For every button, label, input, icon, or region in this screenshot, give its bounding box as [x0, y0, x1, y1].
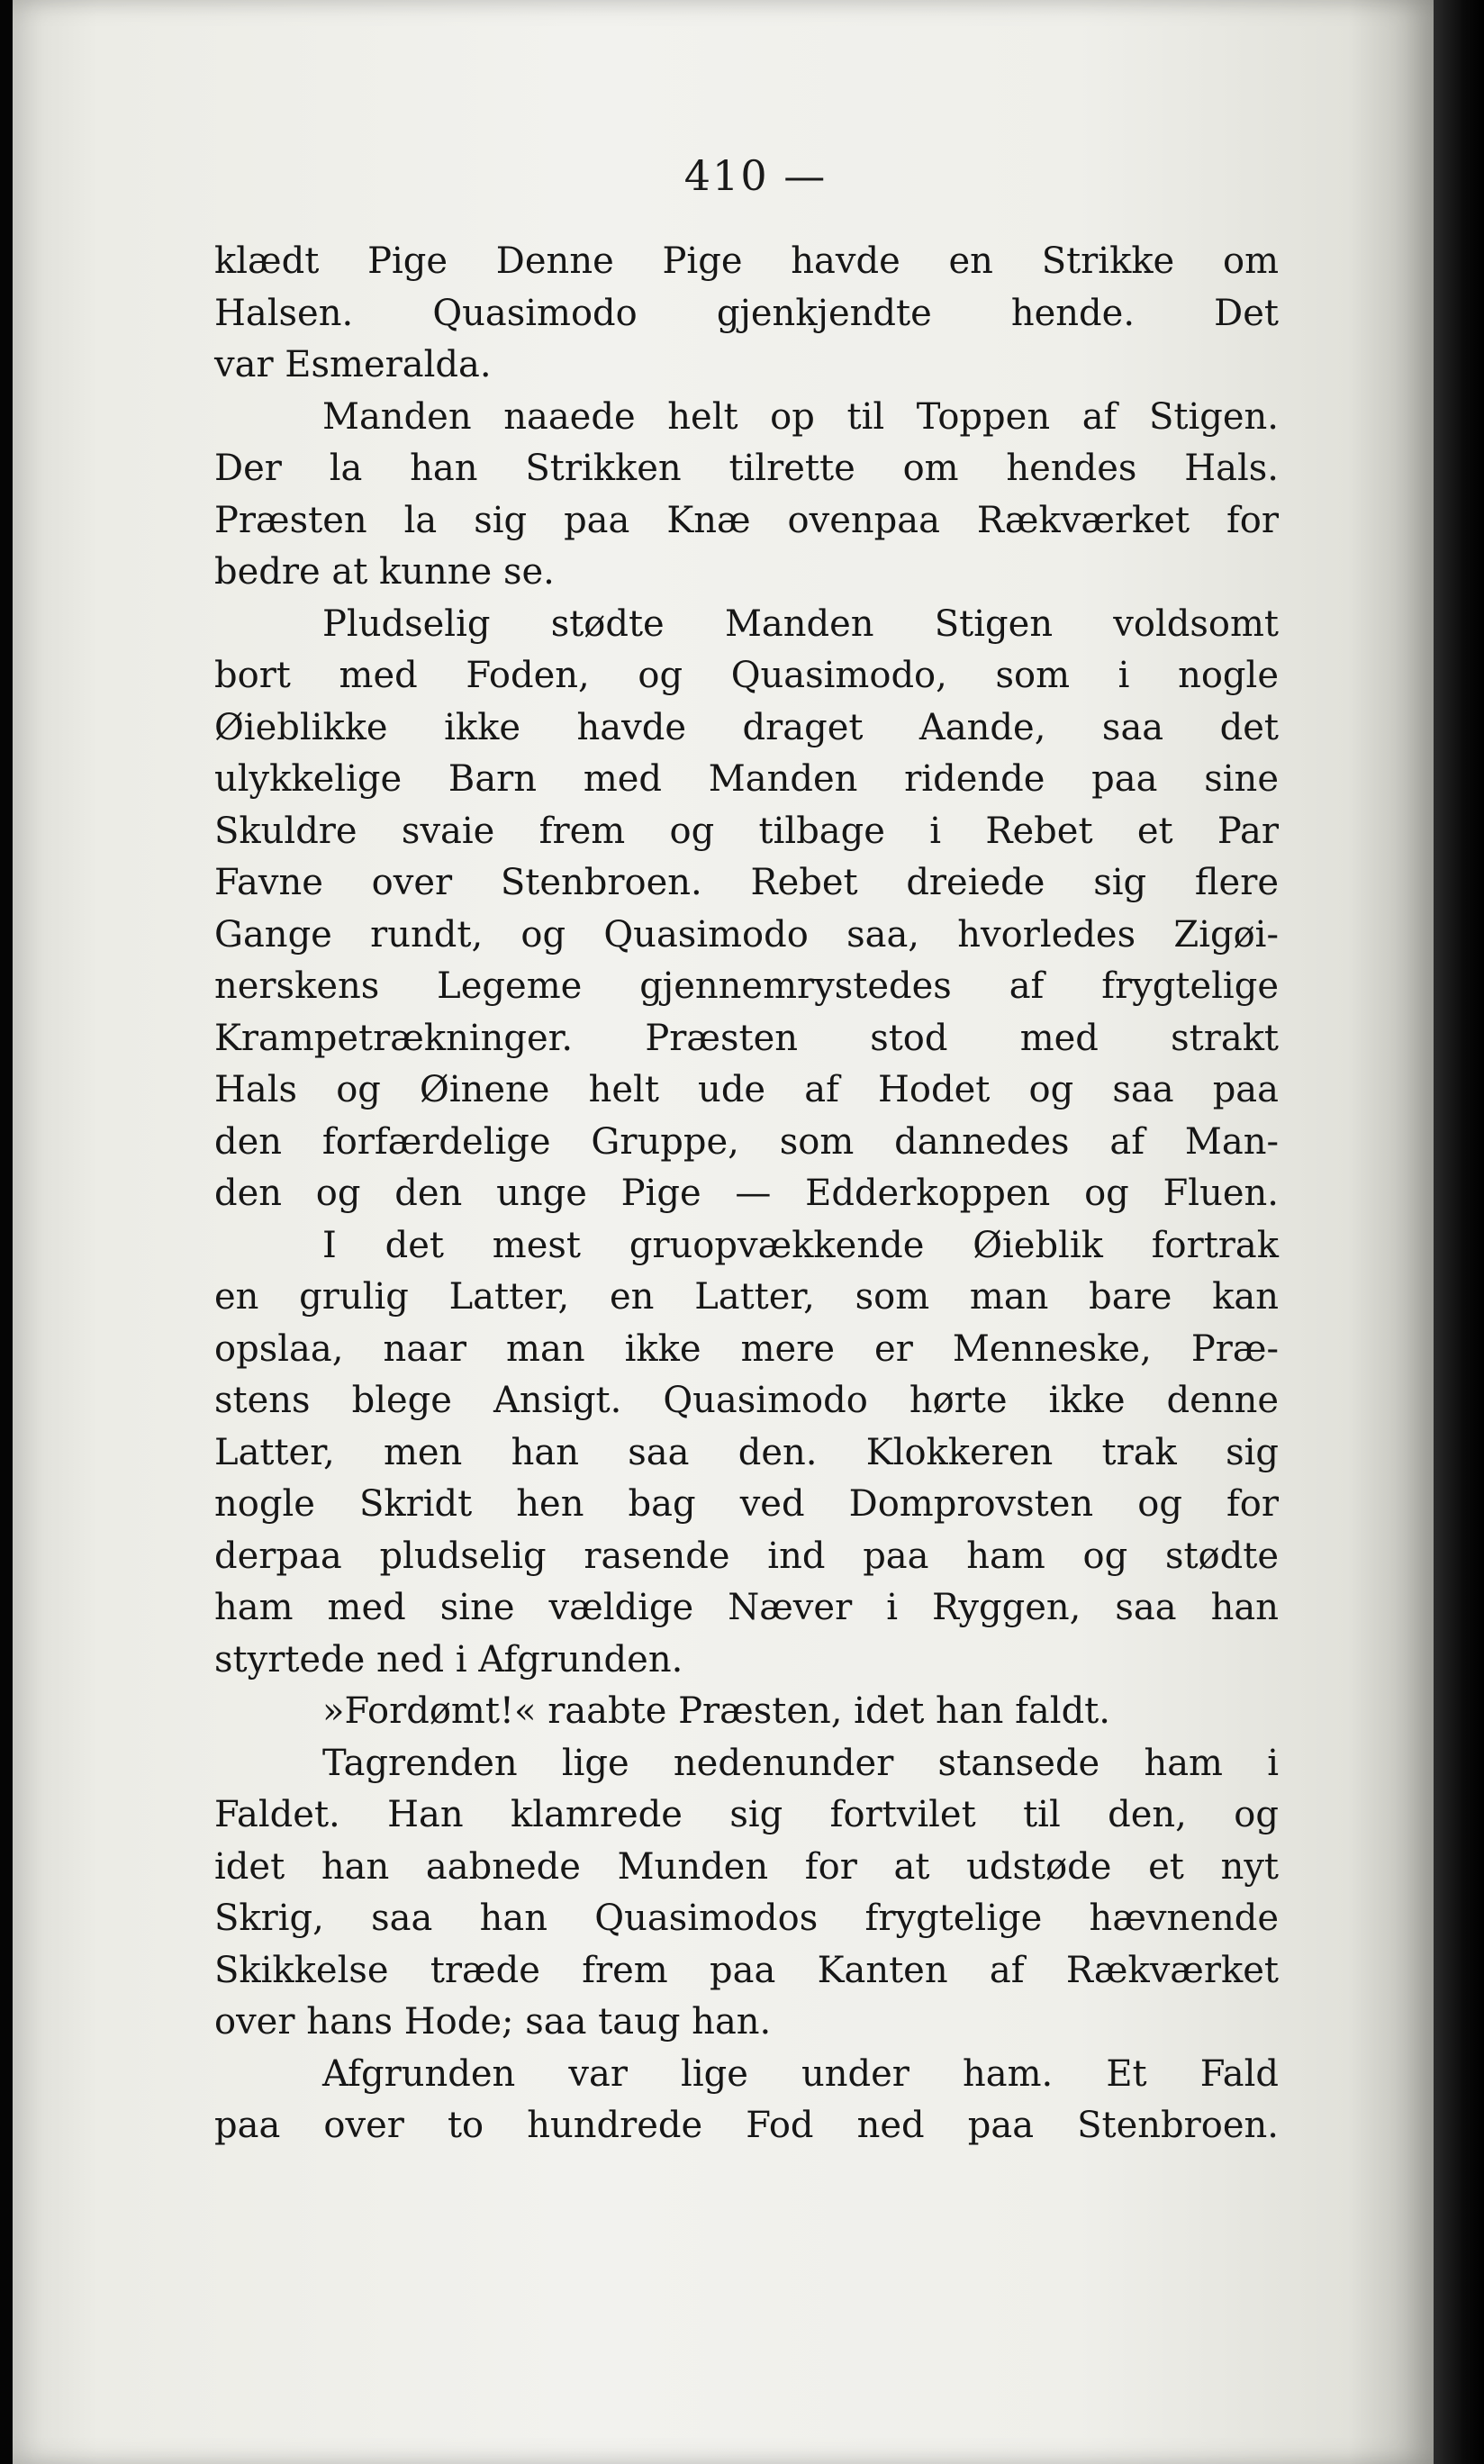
text-line: stens blege Ansigt. Quasimodo hørte ikke denne — [214, 1380, 1279, 1421]
text-line: Øieblikke ikke havde draget Aande, saa det — [214, 706, 1279, 748]
text-line: Krampetrækninger. Præsten stod med strakt — [214, 1017, 1279, 1059]
text-line: derpaa pludselig rasende ind paa ham og stødte — [214, 1535, 1279, 1577]
text-line: Pludselig stødte Manden Stigen voldsomt — [322, 602, 1279, 645]
text-line: over hans Hode; saa taug han. — [214, 2001, 772, 2043]
text-line: var Esmeralda. — [214, 344, 492, 385]
text-line: idet han aabnede Munden for at udstøde et nyt — [214, 1845, 1279, 1888]
text-line: bedre at kunne se. — [214, 551, 555, 593]
page-number: 410 — — [683, 151, 828, 200]
text-line: Halsen. Quasimodo gjenkjendte hende. Det — [214, 292, 1279, 334]
text-line: Manden naaede helt op til Toppen af Stigen. — [322, 395, 1279, 438]
text-line: Afgrunden var lige under ham. Et Fald — [322, 2052, 1279, 2095]
text-line: den forfærdelige Gruppe, som dannedes af Man- — [214, 1120, 1279, 1163]
text-line: Hals og Øinene helt ude af Hodet og saa paa — [214, 1069, 1279, 1110]
text-line: Faldet. Han klamrede sig fortvilet til den, og — [214, 1794, 1279, 1835]
text-line: Gange rundt, og Quasimodo saa, hvorledes Zigøi- — [214, 913, 1279, 956]
page-edge-shadow — [1434, 0, 1484, 2464]
text-line: en grulig Latter, en Latter, som man bare kan — [214, 1276, 1279, 1318]
text-line: paa over to hundrede Fod ned paa Stenbroen. — [214, 2105, 1279, 2146]
text-line: bort med Foden, og Quasimodo, som i nogle — [214, 655, 1279, 696]
text-line: opslaa, naar man ikke mere er Menneske, Præ- — [214, 1327, 1279, 1370]
text-line: Præsten la sig paa Knæ ovenpaa Rækværket for — [214, 499, 1279, 541]
body-text — [214, 236, 1279, 2152]
text-line: Latter, men han saa den. Klokkeren trak sig — [214, 1431, 1279, 1473]
text-line: nerskens Legeme gjennemrystedes af frygtelige — [214, 965, 1279, 1007]
text-line: I det mest gruopvækkende Øieblik fortrak — [322, 1224, 1279, 1266]
text-line: Skrig, saa han Quasimodos frygtelige hævnende — [214, 1898, 1279, 1939]
text-line: Favne over Stenbroen. Rebet dreiede sig flere — [214, 862, 1279, 903]
text-line: »Fordømt!« raabte Præsten, idet han faldt. — [322, 1690, 1110, 1732]
text-line: ulykkelige Barn med Manden ridende paa sine — [214, 758, 1279, 800]
text-line: klædt Pige Denne Pige havde en Strikke om — [214, 240, 1279, 282]
text-line: den og den unge Pige — Edderkoppen og Fluen. — [214, 1173, 1279, 1214]
text-line: Der la han Strikken tilrette om hendes Hals. — [214, 448, 1279, 489]
text-line: Skuldre svaie frem og tilbage i Rebet et Par — [214, 810, 1279, 852]
book-page — [13, 0, 1434, 2464]
text-line: nogle Skridt hen bag ved Domprovsten og for — [214, 1483, 1279, 1525]
text-line: ham med sine vældige Næver i Ryggen, saa han — [214, 1587, 1279, 1628]
text-line: Skikkelse træde frem paa Kanten af Rækværket — [214, 1949, 1279, 1991]
text-line: styrtede ned i Afgrunden. — [214, 1638, 683, 1680]
text-line: Tagrenden lige nedenunder stansede ham i — [322, 1742, 1279, 1784]
